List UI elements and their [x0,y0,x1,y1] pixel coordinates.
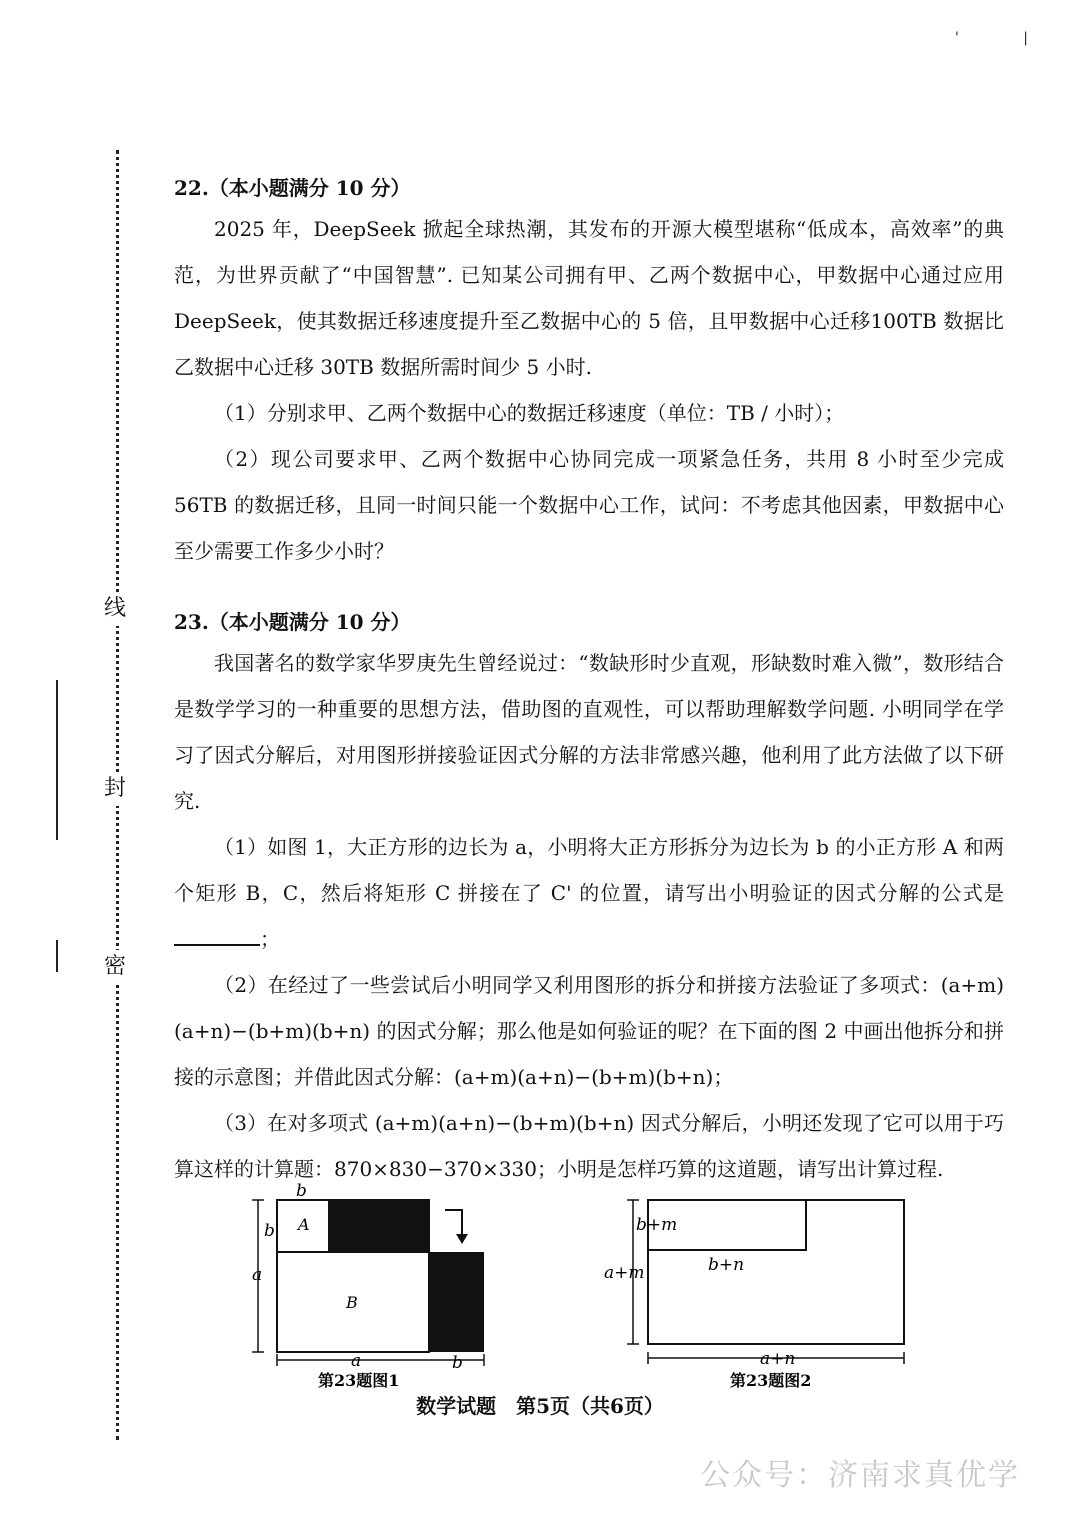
page-footer: 数学试题 第5页（共6页） [416,1394,664,1418]
figures [240,1178,940,1398]
fig2-big-rect [648,1200,904,1344]
fig1-label-b-left: b [264,1221,275,1241]
fig2-label-bn: b+n [708,1255,745,1275]
q23-part3: （3）在对多项式 (a+m)(a+n)−(b+m)(b+n) 因式分解后，小明还发现了它可以用于巧算这样的计算题：870×830−370×330；小明是怎样巧算的这道题，请写出计算过程. [174,1111,1004,1181]
answer-blank [174,928,260,946]
figure-1 [252,1181,484,1390]
q22-part2: （2）现公司要求甲、乙两个数据中心协同完成一项紧急任务，共用 8 小时至少完成 56TB 的数据迁移，且同一时间只能一个数据中心工作，试问：不考虑其他因素，甲数据中心至少需要工作多少小时？ [174,447,1004,563]
q23-part2: （2）在经过了一些尝试后小明同学又利用图形的拆分和拼接方法验证了多项式：(a+m)(a+n)−(b+m)(b+n) 的因式分解；那么他是如何验证的呢？在下面的图 2 中画出他拆分和拼接的示意图；并借此因式分解：(a+m)(a+n)−(b+m)(b+n)； [174,973,1004,1089]
fig1-arrow-head [456,1234,468,1244]
fig1-label-a-bottom: a [351,1351,362,1371]
fig2-label-am: a+m [604,1263,645,1283]
question-content [174,170,1004,1192]
fig1-rect-C-prime [429,1252,484,1352]
fig1-label-A: A [298,1215,310,1234]
fig2-label-an: a+n [760,1349,796,1369]
binding-char-line: 线 [104,592,126,626]
q22-part1: （1）分别求甲、乙两个数据中心的数据迁移速度（单位：TB / 小时）； [214,401,845,425]
figure-2 [604,1200,904,1390]
fig1-label-b-bottom: b [452,1353,463,1373]
fig1-label-a-left: a [252,1265,263,1285]
fig2-caption: 第23题图2 [730,1371,812,1390]
fig1-rect-C [329,1200,429,1252]
corner-marks: ' | [955,30,1059,46]
q22-title: 22.（本小题满分 10 分） [174,176,411,200]
binding-char-seal: 封 [104,772,126,806]
watermark: 公众号：济南求真优学 [700,1458,1020,1493]
q23-part1-end: ； [260,927,280,951]
q22-stem: 2025 年，DeepSeek 掀起全球热潮，其发布的开源大模型堪称“低成本，高效率”的典范，为世界贡献了“中国智慧”. 已知某公司拥有甲、乙两个数据中心，甲数据中心通过应用 DeepSeek，使其数据迁移速度提升至乙数据中心的 5 倍，且甲数据中心迁移100TB 数据比乙数据中心迁移 30TB 数据所需时间少 5 小时. [174,217,1004,379]
fig1-caption: 第23题图1 [318,1371,400,1390]
binding-char-secret: 密 [104,950,126,984]
q23-part1-text: （1）如图 1，大正方形的边长为 a，小明将大正方形拆分为边长为 b 的小正方形 A 和两个矩形 B，C，然后将矩形 C 拼接在了 C' 的位置，请写出小明验证的因式分解的公式是 [174,835,1004,905]
q23-stem: 我国著名的数学家华罗庚先生曾经说过：“数缺形时少直观，形缺数时难入微”，数形结合是数学学习的一种重要的思想方法，借助图的直观性，可以帮助理解数学问题. 小明同学在学习了因式分解后，对用图形拼接验证因式分解的方法非常感兴趣，他利用了此方法做了以下研究. [174,651,1004,813]
fig1-label-B: B [346,1293,358,1312]
q23-part1 [174,824,1004,962]
q23-title: 23.（本小题满分 10 分） [174,610,411,634]
fig1-label-b-top: b [296,1181,307,1201]
fig2-label-bm: b+m [636,1215,678,1235]
binding-margin-mark [56,680,58,840]
binding-margin-mark [56,940,58,972]
